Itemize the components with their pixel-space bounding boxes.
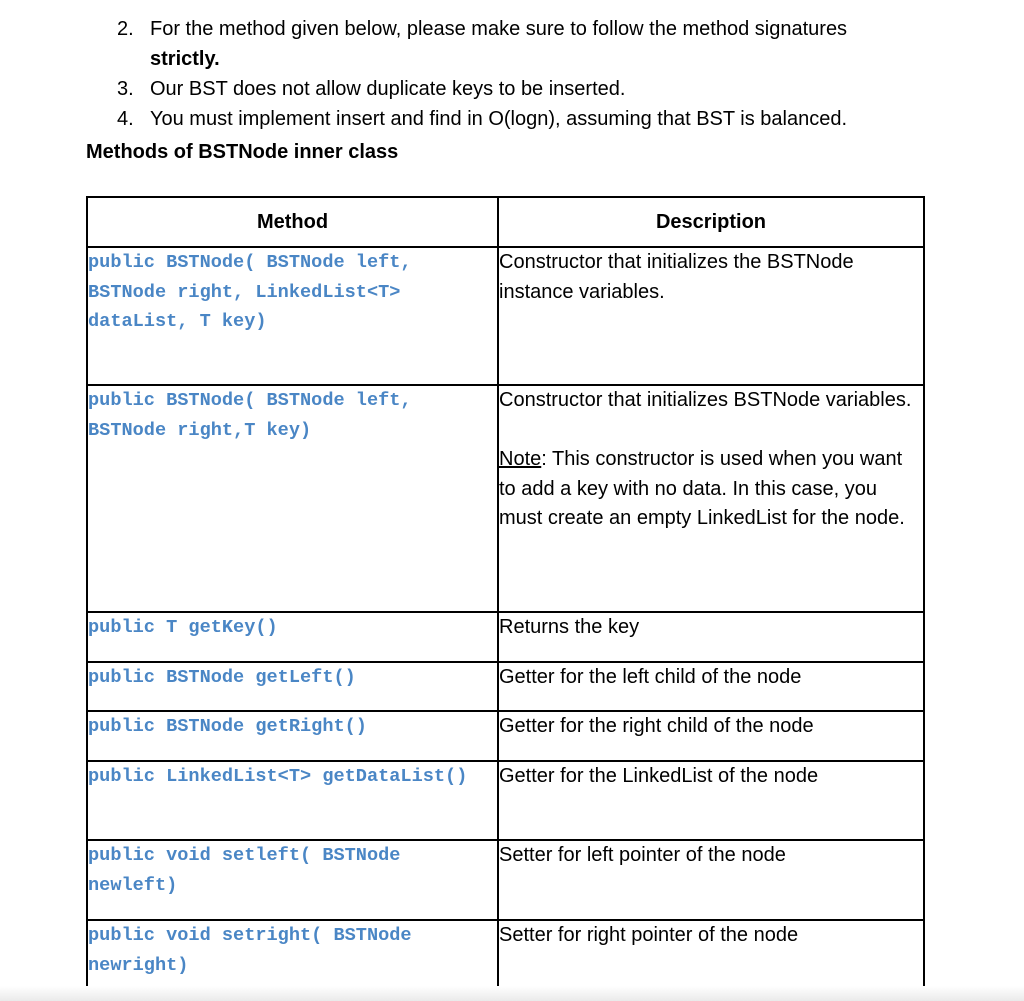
method-signature: public BSTNode getRight() bbox=[87, 711, 498, 761]
table-row bbox=[87, 385, 924, 612]
list-item-bold-text: strictly. bbox=[150, 48, 220, 70]
table-row bbox=[87, 247, 924, 385]
section-heading: Methods of BSTNode inner class bbox=[86, 141, 399, 163]
method-description: Constructor that initializes the BSTNode instance variables. bbox=[498, 247, 924, 385]
note-label: Note bbox=[499, 448, 542, 470]
method-description: Getter for the right child of the node bbox=[498, 711, 924, 761]
table-row bbox=[87, 662, 924, 711]
method-signature: public T getKey() bbox=[87, 612, 498, 662]
note-text: : This constructor is used when you want to add a key with no data. In this case, you must create an empty LinkedList for the node. bbox=[499, 448, 905, 529]
methods-table bbox=[86, 196, 925, 1001]
list-item-number: 2. bbox=[117, 18, 134, 40]
list-item bbox=[0, 74, 910, 104]
list-item-text: You must implement insert and find in O(logn), assuming that BST is balanced. bbox=[150, 108, 848, 130]
method-signature: public BSTNode( BSTNode left, BSTNode right, LinkedList<T> dataList, T key) bbox=[87, 247, 498, 385]
method-description: Setter for left pointer of the node bbox=[498, 840, 924, 920]
list-item bbox=[0, 14, 910, 74]
method-signature: public BSTNode( BSTNode left, BSTNode right,T key) bbox=[87, 385, 498, 612]
method-description: Returns the key bbox=[498, 612, 924, 662]
method-signature: public void setleft( BSTNode newleft) bbox=[87, 840, 498, 920]
list-item bbox=[0, 104, 910, 134]
method-signature: public void setright( BSTNode newright) bbox=[87, 920, 498, 1000]
method-description: Constructor that initializes BSTNode variables. bbox=[499, 389, 912, 411]
note-paragraph bbox=[499, 445, 923, 534]
list-item-number: 4. bbox=[117, 108, 134, 130]
method-description: Setter for right pointer of the node bbox=[498, 920, 924, 1000]
method-description-cell bbox=[498, 385, 924, 612]
table-header-row bbox=[87, 197, 924, 247]
page-bottom-shadow bbox=[0, 986, 1024, 1001]
description-column-header: Description bbox=[498, 197, 924, 247]
list-item-text: For the method given below, please make sure to follow the method signatures bbox=[150, 18, 848, 40]
table-row bbox=[87, 761, 924, 840]
list-item-number: 3. bbox=[117, 78, 134, 100]
method-signature: public LinkedList<T> getDataList() bbox=[87, 761, 498, 840]
table-row bbox=[87, 711, 924, 761]
table-row bbox=[87, 840, 924, 920]
table-row bbox=[87, 612, 924, 662]
method-signature: public BSTNode getLeft() bbox=[87, 662, 498, 711]
method-description: Getter for the left child of the node bbox=[498, 662, 924, 711]
list-item-text: Our BST does not allow duplicate keys to be inserted. bbox=[150, 78, 626, 100]
numbered-list bbox=[0, 14, 1024, 134]
method-column-header: Method bbox=[87, 197, 498, 247]
method-description: Getter for the LinkedList of the node bbox=[498, 761, 924, 840]
